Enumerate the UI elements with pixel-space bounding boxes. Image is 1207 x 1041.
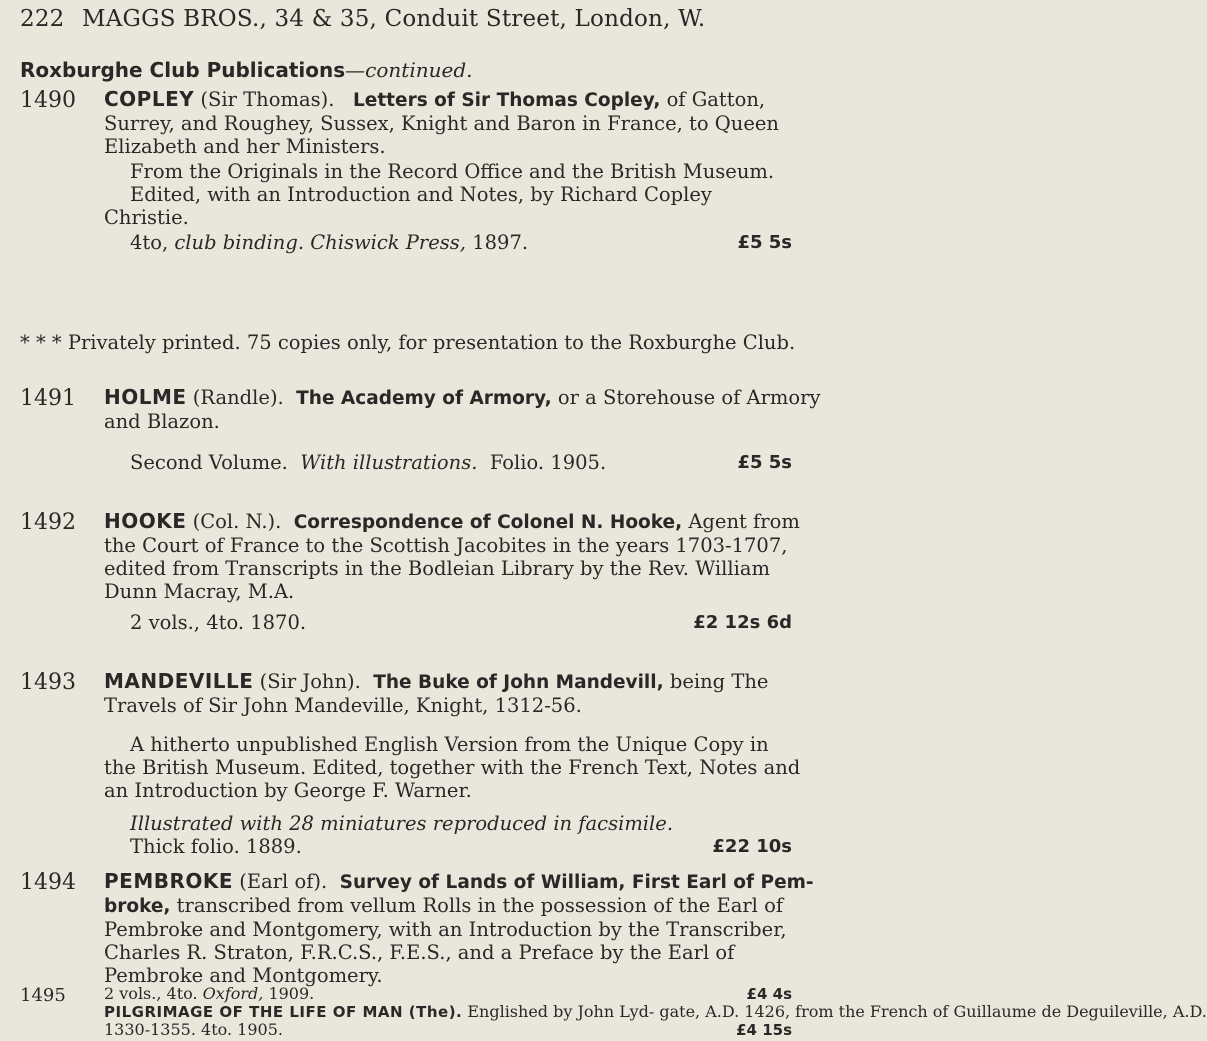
- entry-format-detail: club binding. Chiswick Press,: [174, 231, 467, 254]
- entry-price: £4 4s: [746, 985, 792, 1003]
- entry-first-line: [104, 869, 814, 894]
- entry-line: edited from Transcripts in the Bodleian Library by the Rev. William: [104, 557, 770, 580]
- entry-format: 2 vols., 4to. 1870.: [130, 611, 307, 634]
- entry-format: 4to. 1905.: [201, 1020, 283, 1039]
- entry-paragraph: the British Museum. Edited, together with the French Text, Notes and: [104, 756, 801, 779]
- entry-body: [104, 984, 1207, 1039]
- entry-line: being The: [669, 670, 769, 693]
- running-head: MAGGS BROS., 34 & 35, Conduit Street, London, W.: [82, 6, 706, 32]
- entry-first-line: [104, 509, 800, 534]
- entry-year: 1897.: [472, 231, 529, 254]
- entry-line: [104, 894, 792, 918]
- entry-number: 1492: [20, 510, 76, 535]
- entry-number: 1491: [20, 386, 76, 411]
- entry-paragraph: From the Originals in the Record Office and the British Museum.: [130, 160, 775, 183]
- entry-author: PEMBROKE: [104, 869, 234, 893]
- entry-title: Correspondence of Colonel N. Hooke,: [293, 512, 683, 533]
- entry-line: Agent from: [688, 510, 800, 533]
- entry-price: £22 10s: [712, 836, 792, 857]
- entry-year: Folio. 1905.: [489, 451, 607, 474]
- entry-number: 1495: [20, 985, 66, 1006]
- entry-format-line: [104, 231, 792, 254]
- entry-first-line: [104, 670, 792, 694]
- entry-author-detail: (Randle).: [186, 386, 284, 409]
- entry-line: Pembroke and Montgomery.: [104, 964, 383, 987]
- entry-title: The Academy of Armory,: [296, 388, 552, 409]
- entry-format-detail: With illustrations.: [300, 451, 478, 474]
- entry-illustrated: Illustrated with 28 miniatures reproduced in facsimile.: [130, 812, 674, 835]
- entry-paragraph: an Introduction by George F. Warner.: [104, 779, 472, 802]
- entry-first-line: [104, 88, 792, 112]
- entry-number: 1494: [20, 870, 76, 895]
- entry-line: and Blazon.: [104, 410, 220, 433]
- entry-author: PILGRIMAGE OF THE LIFE OF MAN (The).: [104, 1003, 463, 1021]
- page-header: [20, 6, 790, 32]
- entry-line: of Gatton,: [666, 88, 766, 111]
- section-heading: [20, 58, 473, 82]
- entry-line: or a Storehouse of Armory: [557, 386, 821, 409]
- footnote: * * * Privately printed. 75 copies only, for presentation to the Roxburghe Club.: [20, 331, 796, 354]
- entry-line: Surrey, and Roughey, Sussex, Knight and Baron in France, to Queen: [104, 112, 779, 135]
- entry-year: 1909.: [268, 984, 315, 1003]
- entry-first-line: [104, 1002, 1207, 1021]
- entry-title: The Buke of John Mandevill,: [373, 672, 664, 693]
- entry-author-detail: (Earl of).: [233, 870, 328, 893]
- entry-author-detail: (Col. N.).: [186, 510, 282, 533]
- entry-line: transcribed from vellum Rolls in the possession of the Earl of: [176, 894, 784, 917]
- entry-format: 4to,: [130, 231, 169, 254]
- entry-line: Pembroke and Montgomery, with an Introduction by the Transcriber,: [104, 918, 787, 941]
- entry-format-line: [104, 611, 792, 634]
- entry-line: gate, A.D. 1426, from the French of Guillaume de Deguileville, A.D.: [659, 1002, 1207, 1021]
- entry-line: Charles R. Straton, F.R.C.S., F.E.S., and a Preface by the Earl of: [104, 941, 735, 964]
- entry-paragraph: Edited, with an Introduction and Notes, by Richard Copley: [130, 183, 712, 206]
- entry-title: Letters of Sir Thomas Copley,: [353, 90, 661, 111]
- entry-first-line: [104, 385, 821, 410]
- section-title: Roxburghe Club Publications: [20, 58, 346, 82]
- entry-line: the Court of France to the Scottish Jacobites in the years 1703-1707,: [104, 534, 788, 557]
- entry-format: Thick folio. 1889.: [130, 835, 302, 858]
- entry-author: HOOKE: [104, 509, 187, 533]
- entry-body: [104, 88, 792, 254]
- entry-format: Second Volume.: [130, 451, 288, 474]
- entry-line: Travels of Sir John Mandeville, Knight, 1312-56.: [104, 694, 582, 717]
- entry-title: Survey of Lands of William, First Earl of Pem-: [339, 872, 814, 893]
- entry-line: Englished by John Lyd-: [467, 1002, 655, 1021]
- entry-format-line: [104, 1021, 792, 1039]
- entry-body: [104, 869, 814, 987]
- entry-body: [104, 385, 821, 474]
- entry-format-line: [104, 451, 792, 474]
- entry-line: Elizabeth and her Ministers.: [104, 135, 386, 158]
- entry-line: 1330-1355.: [104, 1020, 196, 1039]
- entry-format-line: [104, 835, 792, 858]
- entry-paragraph: A hitherto unpublished English Version from the Unique Copy in: [130, 733, 769, 756]
- entry-format-detail: Oxford,: [202, 984, 264, 1003]
- entry-body: [104, 669, 801, 858]
- entry-author-detail: (Sir John).: [253, 670, 361, 693]
- entry-author: HOLME: [104, 385, 187, 409]
- section-continued: —continued.: [345, 58, 473, 82]
- entry-author: COPLEY: [104, 87, 195, 111]
- entry-title-continued: broke,: [104, 896, 171, 917]
- entry-number: 1493: [20, 670, 76, 695]
- entry-line: Dunn Macray, M.A.: [104, 580, 295, 603]
- entry-author: MANDEVILLE: [104, 669, 254, 693]
- entry-number: 1490: [20, 88, 76, 113]
- entry-format: 2 vols., 4to.: [104, 984, 198, 1003]
- entry-price: £2 12s 6d: [693, 612, 792, 633]
- page-number: 222: [20, 6, 65, 32]
- entry-author-detail: (Sir Thomas).: [194, 88, 335, 111]
- entry-price: £5 5s: [737, 232, 792, 253]
- entry-price: £4 15s: [736, 1021, 792, 1039]
- entry-body: [104, 509, 800, 634]
- entry-format-line: [104, 985, 792, 1003]
- entry-price: £5 5s: [737, 452, 792, 473]
- entry-line: Christie.: [104, 206, 189, 229]
